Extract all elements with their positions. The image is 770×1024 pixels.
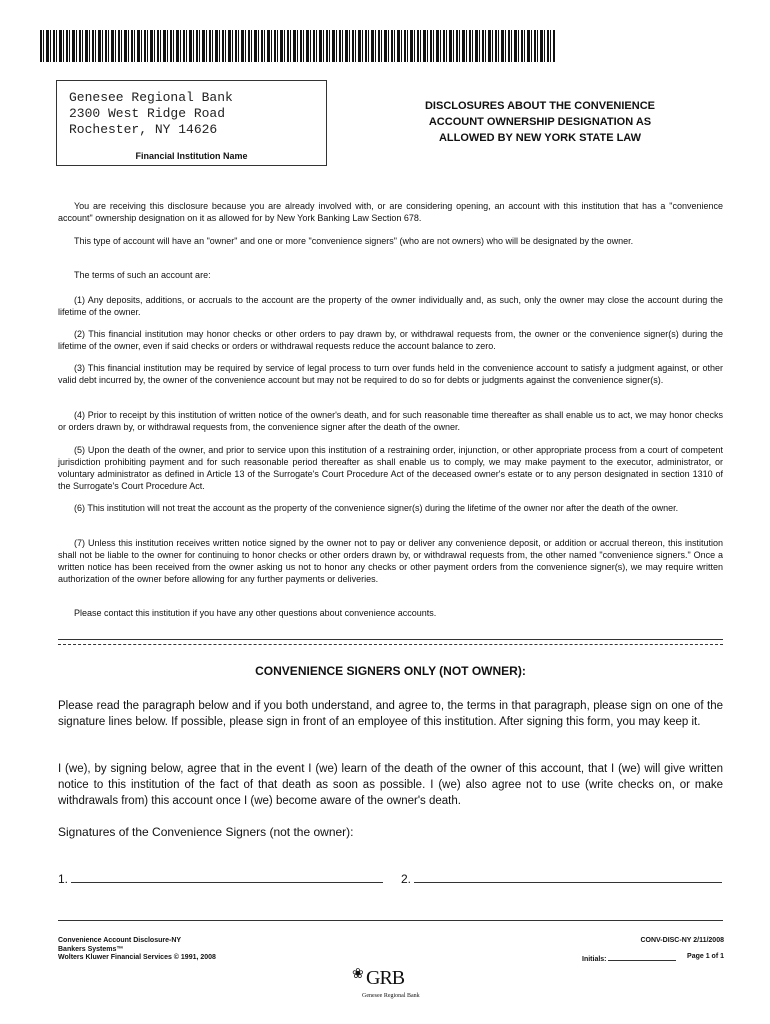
logo-subtitle: Genesee Regional Bank [362, 993, 420, 999]
footer-form-name: Convenience Account Disclosure-NY [58, 937, 182, 944]
logo-text: GRB [366, 967, 405, 989]
title-line-1: DISCLOSURES ABOUT THE CONVENIENCE [424, 100, 655, 112]
signers-agreement: I (we), by signing below, agree that in the event I (we) learn of the death of the owner of this account, that I (we) will give written notice to this institution of the fact of that death as soon as possible. I (we) also agree not to use (write checks on, or make withdrawals from) this account once I (we) become aware of the owner's death. [58, 763, 723, 807]
signature-2 [401, 870, 722, 886]
institution-caption: Financial Institution Name [135, 151, 248, 161]
term-5: (5) Upon the death of the owner, and prior to service upon this institution of a restraining order, injunction, or other appropriate process from a court of competent jurisdiction prohibiting payment and for such reasonable period thereafter as shall enable us to comply, we may make payment to the executor, administrator, or voluntary administrator as defined in Article 13 of the Surrogate's Court Procedure Act of the deceased owner's estate or to any person designated in section 1310 of the Surrogate's Court Procedure Act. [58, 445, 723, 491]
term-3: (3) This financial institution may be required by service of legal process to turn over funds held in the convenience account to satisfy a judgment against, or other valid debt incurred by, the owner of the convenience account but may not be required to do so for debts or judgments against the convenience signer(s). [58, 363, 723, 385]
cut-rule-top [58, 639, 723, 640]
footer-vendor: Bankers Systems™ [58, 945, 124, 953]
signers-instructions: Please read the paragraph below and if you both understand, and agree to, the terms in that paragraph, please sign on one of the signature lines below. If possible, please sign in front of an employee of this institution. After signing this form, you may keep it. [58, 700, 723, 728]
signatures-label-block [58, 824, 723, 840]
footer-form-info [58, 937, 216, 963]
footer-form-code: CONV-DISC-NY 2/11/2008 [640, 937, 724, 944]
initials-label: Initials: [582, 956, 607, 963]
institution-address-line2: Rochester, NY 14626 [69, 122, 218, 137]
bank-logo [352, 965, 442, 1005]
signers-instructions-block [58, 698, 723, 730]
signers-agreement-block [58, 761, 723, 809]
contact-paragraph: Please contact this institution if you have any other questions about convenience accounts. [74, 608, 437, 618]
term-1-block [58, 294, 723, 318]
signature-1-number: 1. [58, 872, 69, 886]
footer-copyright: Wolters Kluwer Financial Services © 1991, 2008 [58, 954, 216, 961]
term-7-block [58, 537, 723, 585]
initials-line[interactable] [608, 953, 676, 961]
term-4: (4) Prior to receipt by this institution of written notice of the owner's death, and for such reasonable time thereafter as shall enable us to act, we may honor checks or orders drawn by, or withdrawal requests from, the convenience signer after the death of the owner. [58, 410, 723, 432]
disclosure-intro [58, 200, 723, 224]
type-paragraph: This type of account will have an "owner" and one or more "convenience signers" (who are not owners) who will be designated by the owner. [74, 236, 634, 246]
institution-name: Genesee Regional Bank [69, 90, 233, 105]
signature-1 [58, 870, 383, 886]
institution-address [69, 90, 233, 138]
term-7: (7) Unless this institution receives written notice signed by the owner not to pay or deliver any convenience deposit, or addition or accrual thereon, this institution shall not be liable to the owner for continuing to honor checks or other orders drawn by, or withdrawal requests from, the other named "convenience signers." Once a written notice has been received from the owner asking us not to honor any checks or other payment orders from the convenience signer(s), we may require written authorization of the owner before allowing for any further payments or deliveries. [58, 538, 723, 584]
footer-page-number: Page 1 of 1 [687, 953, 724, 960]
title-line-2: ACCOUNT OWNERSHIP DESIGNATION AS [428, 116, 652, 128]
cut-rule-bottom [58, 644, 723, 645]
term-6-block [58, 502, 723, 514]
term-1: (1) Any deposits, additions, or accruals to the account are the property of the owner individually and, as such, only the owner may close the account during the lifetime of the owner. [58, 295, 723, 317]
signers-heading: CONVENIENCE SIGNERS ONLY (NOT OWNER): [255, 664, 526, 678]
term-2-block [58, 328, 723, 352]
signatures-label: Signatures of the Convenience Signers (not the owner): [58, 825, 354, 839]
contact-block [58, 607, 723, 619]
term-6: (6) This institution will not treat the account as the property of the convenience signer(s) during the lifetime of the owner nor after the death of the owner. [74, 503, 679, 513]
term-5-block [58, 444, 723, 492]
footer-initials [582, 953, 676, 963]
signature-2-number: 2. [401, 872, 412, 886]
institution-name-box [56, 80, 327, 166]
rose-logo-icon: ❀ [352, 965, 364, 981]
institution-address-line1: 2300 West Ridge Road [69, 106, 226, 121]
terms-intro: The terms of such an account are: [74, 270, 211, 280]
title-line-3: ALLOWED BY NEW YORK STATE LAW [438, 132, 642, 144]
barcode [40, 30, 555, 62]
signature-1-line[interactable] [71, 870, 383, 883]
terms-intro-block [58, 269, 723, 281]
signature-2-line[interactable] [414, 870, 722, 883]
document-title [370, 98, 710, 146]
disclosure-type [58, 235, 723, 247]
footer-rule [58, 920, 723, 921]
term-3-block [58, 362, 723, 386]
term-4-block [58, 409, 723, 433]
term-2: (2) This financial institution may honor checks or other orders to pay drawn by, or withdrawal requests from, the owner or the convenience signer(s) during the lifetime of the owner, even if said checks or orders or withdrawal requests reduce the account balance to zero. [58, 329, 723, 351]
intro-paragraph: You are receiving this disclosure because you are already involved with, or are considering opening, an account with this institution that has a "convenience account" ownership designation on it as allowed for by New York Banking Law Section 678. [58, 201, 723, 223]
